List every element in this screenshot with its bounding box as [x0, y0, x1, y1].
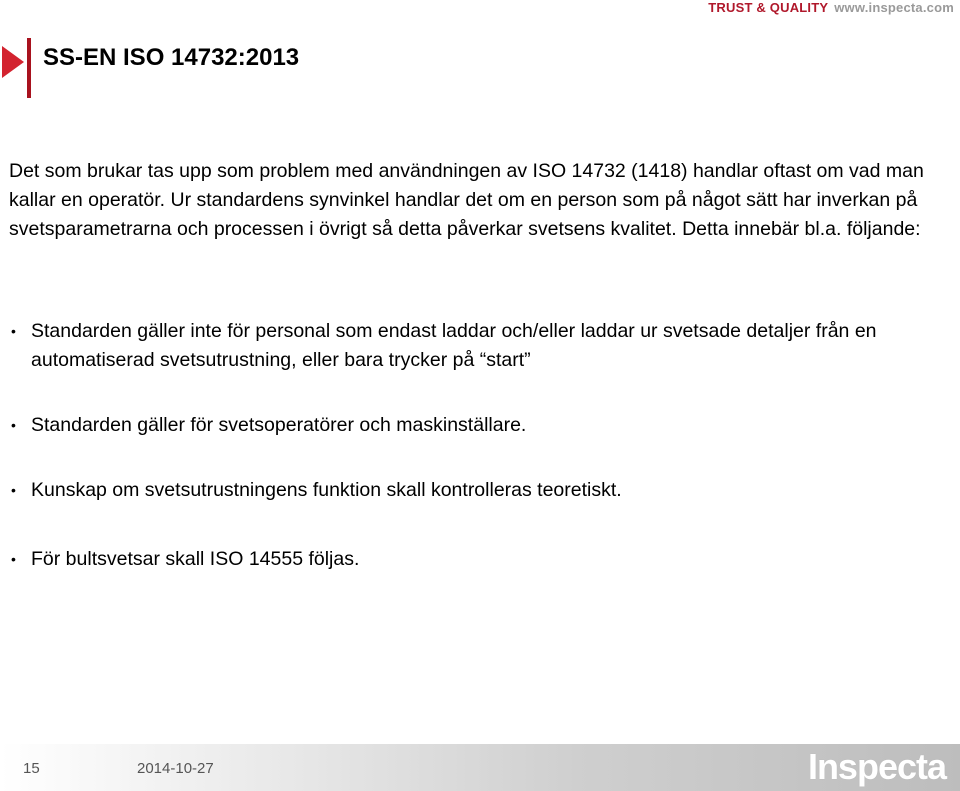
bullet-icon: • [11, 323, 16, 339]
list-item [9, 476, 949, 505]
bullet-icon: • [11, 482, 16, 498]
bullet-text: Kunskap om svetsutrustningens funktion skall kontrolleras teoretiskt. [31, 479, 622, 501]
page-number: 15 [23, 760, 40, 777]
bullet-icon: • [11, 417, 16, 433]
list-item [9, 411, 949, 440]
bullet-text: Standarden gäller inte för personal som endast laddar och/eller laddar ur svetsade detaljer från en automatiserad svetsutrustning, eller bara trycker på “start” [31, 320, 877, 371]
list-item [9, 317, 949, 375]
bullet-text: För bultsvetsar skall ISO 14555 följas. [31, 548, 360, 570]
header-tagline [708, 0, 954, 15]
title-accent-bar [27, 38, 31, 98]
bullet-icon: • [11, 551, 16, 567]
inspecta-logo: Inspecta [807, 746, 946, 787]
bullet-list [9, 317, 949, 574]
footer-date: 2014-10-27 [137, 760, 214, 777]
title-arrow-icon [2, 46, 24, 78]
slide-title: SS-EN ISO 14732:2013 [43, 44, 300, 71]
tagline-url: www.inspecta.com [834, 0, 954, 15]
bullet-text: Standarden gäller för svetsoperatörer och maskinställare. [31, 414, 527, 436]
intro-paragraph: Det som brukar tas upp som problem med användningen av ISO 14732 (1418) handlar oftast om vad man kallar en operatör. Ur standardens synvinkel handlar det om en person som på något sätt har inverkan på svetsparametrarna och processen i övrigt så detta påverkar svetsens kvalitet. Detta innebär bl.a. följande: [9, 160, 924, 240]
footer-bar [0, 744, 960, 791]
tagline-primary: TRUST & QUALITY [708, 0, 829, 15]
list-item [9, 545, 949, 574]
